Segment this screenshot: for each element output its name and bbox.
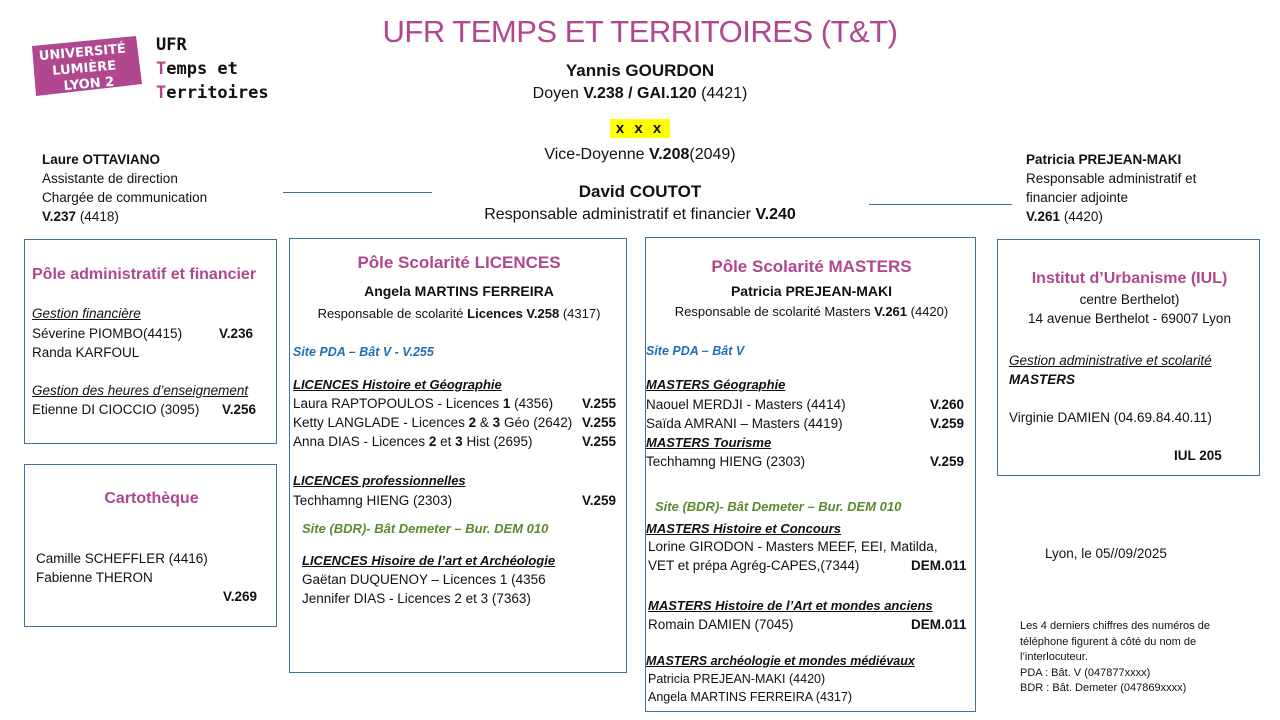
licences-r2-e: Géo (2642) [503,415,573,430]
raf-adjointe-block [1026,150,1196,226]
licences-sec1: LICENCES Histoire et Géographie [293,377,502,392]
pole-admin-p1-name: Séverine PIOMBO(4415) [32,326,183,341]
masters-site2: Site (BDR)- Bât Demeter – Bur. DEM 010 [655,499,902,514]
licences-sec3: LICENCES Hisoire de l’art et Archéologie [302,553,556,568]
vice-doyenne-name-wrap [440,120,840,137]
masters-box [645,237,976,712]
cartotheque-office: V.269 [223,589,258,604]
licences-r2-office: V.255 [582,415,617,430]
logo-wordmark [156,33,269,105]
licences-r3-b: 2 [428,434,437,449]
licences-role-prefix: Responsable de scolarité [317,306,464,321]
vice-doyenne-phone: (2049) [689,146,736,163]
vice-doyenne-name: x x x [610,119,670,138]
licences-r2 [293,415,572,430]
masters-r7: Angela MARTINS FERREIRA (4317) [648,690,853,704]
licences-r1 [293,396,553,411]
licences-r1-b: 1 [502,396,511,411]
doyen-name: Yannis GOURDON [565,61,715,80]
cartotheque-box [24,464,277,627]
raf-adjointe-phone: (4420) [1063,209,1103,224]
licences-site1: Site PDA – Bât V - V.255 [293,345,434,359]
masters-sec4: MASTERS Histoire de l’Art et mondes anciens [648,598,933,613]
licences-r2-a: Ketty LANGLADE - Licences [293,415,465,430]
licences-r3-e: Hist (2695) [466,434,533,449]
logo-line-3: LYON 2 [63,74,115,95]
iul-office: IUL 205 [1174,448,1222,463]
logo-word-ufr: UFR [156,35,187,55]
phone-note [1020,619,1210,697]
licences-r1-a: Laura RAPTOPOULOS - Licences [293,396,500,411]
licences-sec2: LICENCES professionnelles [293,473,466,488]
licences-r3-a: Anna DIAS - Licences [293,434,426,449]
licences-r2-b: 2 [468,415,477,430]
licences-box [289,238,627,673]
licences-title: Pôle Scolarité LICENCES [357,253,561,272]
masters-role-prefix: Responsable de scolarité Masters [674,304,871,319]
licences-r3-office: V.255 [582,434,617,449]
licences-r2-c: & [479,415,489,430]
vice-doyenne-role: Vice-Doyenne [544,146,645,163]
masters-head: Patricia PREJEAN-MAKI [730,283,893,299]
doyen-phone: (4421) [701,85,748,102]
document-date: Lyon, le 05//09/2025 [1045,546,1167,561]
pole-admin-p3-name: Etienne DI CIOCCIO (3095) [32,402,200,417]
masters-sec2: MASTERS Tourisme [646,435,772,450]
assistant-line1: Assistante de direction [42,171,178,186]
masters-r5: Romain DAMIEN (7045) [648,617,794,632]
assistant-phone: (4418) [79,209,119,224]
licences-r2-d: 3 [492,415,501,430]
licences-r3-c: et [440,434,452,449]
logo-word-temps: Temps et [156,59,238,79]
cartotheque-p1: Camille SCHEFFLER (4416) [36,551,208,566]
masters-role-phone: (4420) [910,304,949,319]
masters-r3: Techhamng HIENG (2303) [646,454,806,469]
raf-role: Responsable administratif et financier [484,206,751,223]
masters-site1: Site PDA – Bât V [646,344,745,358]
pole-admin-p1-office: V.236 [219,326,254,341]
vice-doyenne-office: V.208 [649,146,690,163]
note-line-3: l’interlocuteur. [1020,651,1088,663]
masters-r5-office: DEM.011 [911,617,967,632]
licences-r6: Jennifer DIAS - Licences 2 et 3 (7363) [302,591,531,606]
logo-badge [32,36,142,96]
masters-r1: Naouel MERDJI - Masters (4414) [646,397,846,412]
masters-r6: Patricia PREJEAN-MAKI (4420) [648,672,826,686]
note-line-4: PDA : Bât. V (047877xxxx) [1020,666,1151,679]
logo-line-2: LUMIÈRE [51,58,117,80]
iul-person: Virginie DAMIEN (04.69.84.40.11) [1009,410,1212,425]
assistant-office: V.237 [42,209,77,224]
connector-left [283,192,432,193]
licences-r3-d: 3 [455,434,463,449]
connector-right [869,204,1012,205]
pole-admin-box [24,239,277,444]
doyen-office: V.238 / GAI.120 [583,85,697,102]
licences-r4-office: V.259 [582,493,617,508]
iul-line1: centre Berthelot) [1079,292,1180,307]
licences-r3 [293,434,532,449]
raf-adjointe-line1: Responsable administratif et [1026,171,1197,186]
licences-site2: Site (BDR)- Bât Demeter – Bur. DEM 010 [302,521,549,536]
licences-r4: Techhamng HIENG (2303) [293,493,453,508]
licences-r5: Gaëtan DUQUENOY – Licences 1 (4356 [302,572,546,587]
logo-word-territoires: Territoires [156,83,269,103]
masters-r2-office: V.259 [930,416,965,431]
raf-adjointe-line2: financier adjointe [1026,190,1129,205]
cartotheque-p2: Fabienne THERON [36,570,153,585]
licences-role-bold: Licences V.258 [467,306,560,321]
licences-role-phone: (4317) [562,306,601,321]
masters-r4b: VET et prépa Agrég-CAPES,(7344) [648,558,860,573]
vice-doyenne-line [400,146,880,164]
pole-admin-section2: Gestion des heures d’enseignement [32,383,249,398]
licences-r1-c: (4356) [514,396,554,411]
masters-r4-office: DEM.011 [911,558,967,573]
masters-r1-office: V.260 [930,397,965,412]
page-title: UFR TEMPS ET TERRITOIRES (T&T) [382,14,898,49]
doyen-role: Doyen [532,85,579,102]
licences-role-line [290,306,628,321]
doyen-role-line [400,85,880,103]
masters-title: Pôle Scolarité MASTERS [711,257,912,276]
raf-adjointe-office: V.261 [1026,209,1061,224]
pole-admin-section1: Gestion financière [32,306,141,321]
raf-adjointe-name: Patricia PREJEAN-MAKI [1026,152,1182,167]
raf-name: David COUTOT [578,182,702,201]
assistant-block [42,150,207,226]
cartotheque-title: Cartothèque [104,490,199,507]
masters-sec1: MASTERS Géographie [646,377,786,392]
masters-r3-office: V.259 [930,454,965,469]
assistant-line2: Chargée de communication [42,190,208,205]
masters-role-bold: V.261 [874,304,908,319]
raf-role-line [400,206,880,224]
pole-admin-p3-office: V.256 [222,402,257,417]
licences-r1-office: V.255 [582,396,617,411]
masters-r2: Saïda AMRANI – Masters (4419) [646,416,843,431]
masters-sec5: MASTERS archéologie et mondes médiévaux [646,654,915,668]
note-line-1: Les 4 derniers chiffres des numéros de [1020,620,1210,632]
masters-r4a: Lorine GIRODON - Masters MEEF, EEI, Matilda, [648,539,938,554]
logo-line-1: UNIVERSITÉ [38,41,127,65]
licences-head: Angela MARTINS FERREIRA [364,283,554,299]
pole-admin-title: Pôle administratif et financier [32,266,257,283]
masters-sec3: MASTERS Histoire et Concours [646,521,842,536]
raf-office: V.240 [755,206,796,223]
masters-role-line [646,304,977,319]
assistant-name: Laure OTTAVIANO [42,152,161,167]
iul-section-bold: MASTERS [1009,372,1076,387]
iul-title: Institut d’Urbanisme (IUL) [1031,270,1228,287]
iul-box [997,239,1260,476]
pole-admin-p2-name: Randa KARFOUL [32,345,140,360]
note-line-2: téléphone figurent à côté du nom de [1020,635,1197,648]
iul-line2: 14 avenue Berthelot - 69007 Lyon [1028,311,1231,326]
note-line-5: BDR : Bât. Demeter (047869xxxx) [1020,682,1187,694]
iul-section: Gestion administrative et scolarité [1009,353,1212,368]
